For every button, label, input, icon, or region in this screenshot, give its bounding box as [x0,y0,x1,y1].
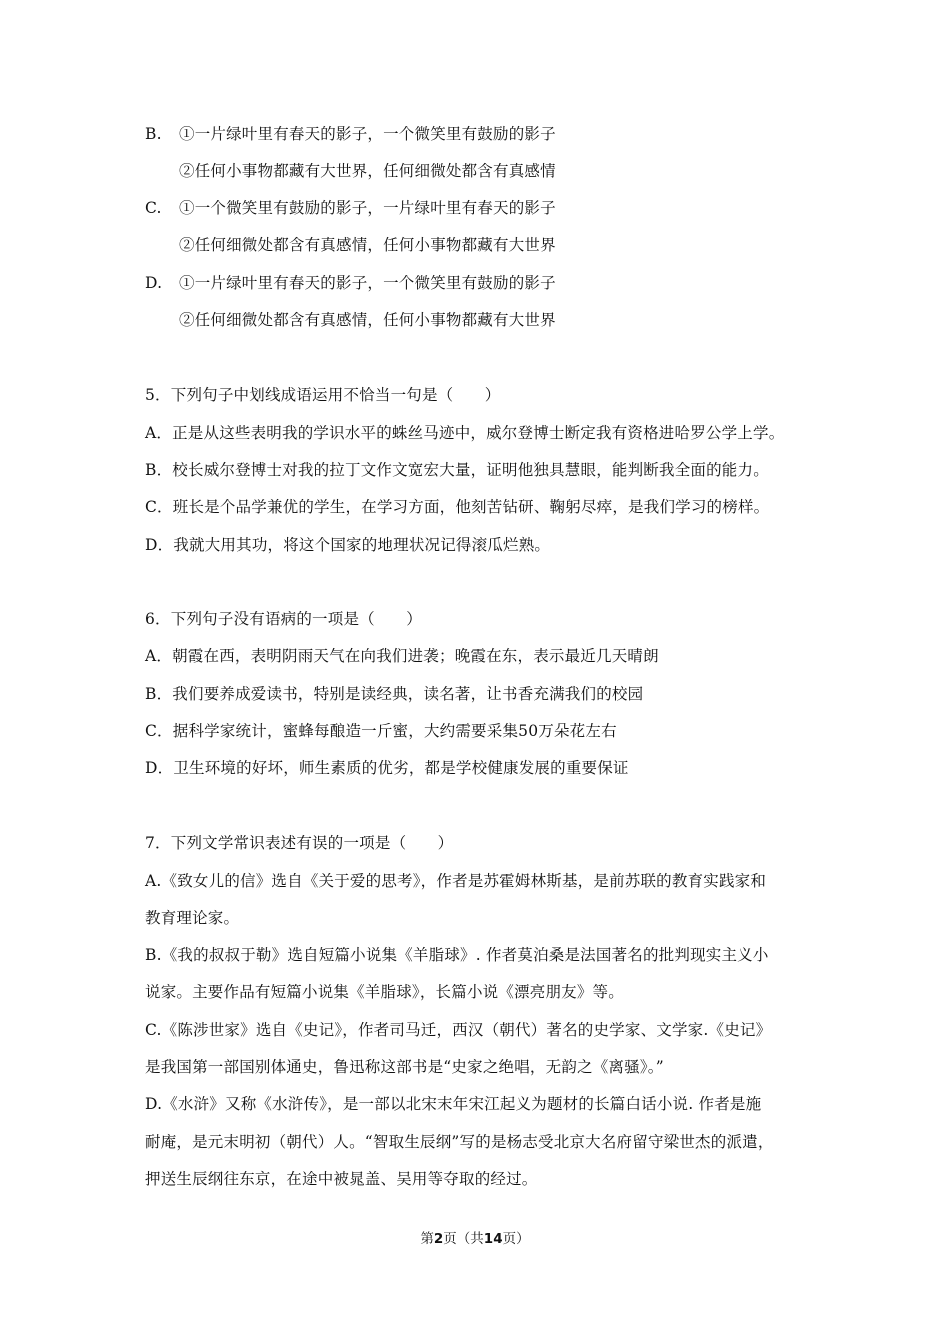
q7-option-b-line2: 说家。主要作品有短篇小说集《羊脂球》，长篇小说《漂亮朋友》等。 [145,983,624,1001]
q6-stem: 6．下列句子没有语病的一项是（ ） [145,610,422,628]
q5-option-a: A．正是从这些表明我的学识水平的蛛丝马迹中，威尔登博士断定我有资格进哈罗公学上学。 [145,424,785,442]
q4-option-c-line1 [145,198,556,218]
q7-option-a-line2: 教育理论家。 [145,909,240,927]
q4-option-d-line1 [145,273,556,293]
footer-suffix: 页） [502,1231,530,1247]
q7-option-d-line3: 押送生辰纲往东京，在途中被晁盖、吴用等夺取的经过。 [145,1170,538,1188]
page-footer [0,1227,950,1247]
option-letter: D. [145,274,163,292]
q5-option-d: D．我就大用其功，将这个国家的地理状况记得滚瓜烂熟。 [145,536,551,554]
q7-option-d-line2: 耐庵，是元末明初（朝代）人。“智取生辰纲”写的是杨志受北京大名府留守梁世杰的派遣， [145,1133,774,1151]
q5-option-b: B．校长威尔登博士对我的拉丁文作文宽宏大量，证明他独具慧眼，能判断我全面的能力。 [145,461,769,479]
footer-prefix: 第 [420,1231,434,1247]
q7-option-a-line1: A.《致女儿的信》选自《关于爱的思考》，作者是苏霍姆林斯基，是前苏联的教育实践家和 [145,872,767,890]
total-pages: 14 [483,1231,503,1247]
footer-middle: 页（共 [443,1231,484,1247]
q6-option-c: C．据科学家统计，蜜蜂每酿造一斤蜜，大约需要采集50万朵花左右 [145,722,617,740]
q7-option-b-line1: B.《我的叔叔于勒》选自短篇小说集《羊脂球》. 作者莫泊桑是法国著名的批判现实主义小 [145,946,769,964]
option-text: ①一片绿叶里有春天的影子，一个微笑里有鼓励的影子 [179,125,556,143]
option-letter: C. [145,199,162,217]
q7-option-c-line2: 是我国第一部国别体通史，鲁迅称这部书是“史家之绝唱，无韵之《离骚》。” [145,1058,664,1076]
q7-option-c-line1: C.《陈涉世家》选自《史记》，作者司马迁，西汉（朝代）著名的史学家、文学家.《史记》 [145,1021,772,1039]
q7-stem: 7．下列文学常识表述有误的一项是（ ） [145,834,454,852]
q4-option-b-line2: ②任何小事物都藏有大世界，任何细微处都含有真感情 [179,162,556,180]
q6-option-a: A．朝霞在西，表明阴雨天气在向我们进袭；晚霞在东，表示最近几天晴朗 [145,647,659,665]
option-text: ①一个微笑里有鼓励的影子，一片绿叶里有春天的影子 [179,199,556,217]
q7-option-d-line1: D.《水浒》又称《水浒传》，是一部以北宋末年宋江起义为题材的长篇白话小说. 作者是施 [145,1095,762,1113]
q4-option-d-line2: ②任何细微处都含有真感情，任何小事物都藏有大世界 [179,311,556,329]
page-number: 2 [433,1231,444,1247]
q4-option-b-line1 [145,124,556,144]
q5-option-c: C．班长是个品学兼优的学生，在学习方面，他刻苦钻研、鞠躬尽瘁，是我们学习的榜样。 [145,498,770,516]
q5-stem: 5．下列句子中划线成语运用不恰当一句是（ ） [145,386,501,404]
q6-option-b: B．我们要养成爱读书，特别是读经典，读名著，让书香充满我们的校园 [145,685,644,703]
option-letter: B. [145,125,162,143]
q6-option-d: D．卫生环境的好坏，师生素质的优劣，都是学校健康发展的重要保证 [145,759,629,777]
q4-option-c-line2: ②任何细微处都含有真感情，任何小事物都藏有大世界 [179,236,556,254]
option-text: ①一片绿叶里有春天的影子，一个微笑里有鼓励的影子 [179,274,556,292]
